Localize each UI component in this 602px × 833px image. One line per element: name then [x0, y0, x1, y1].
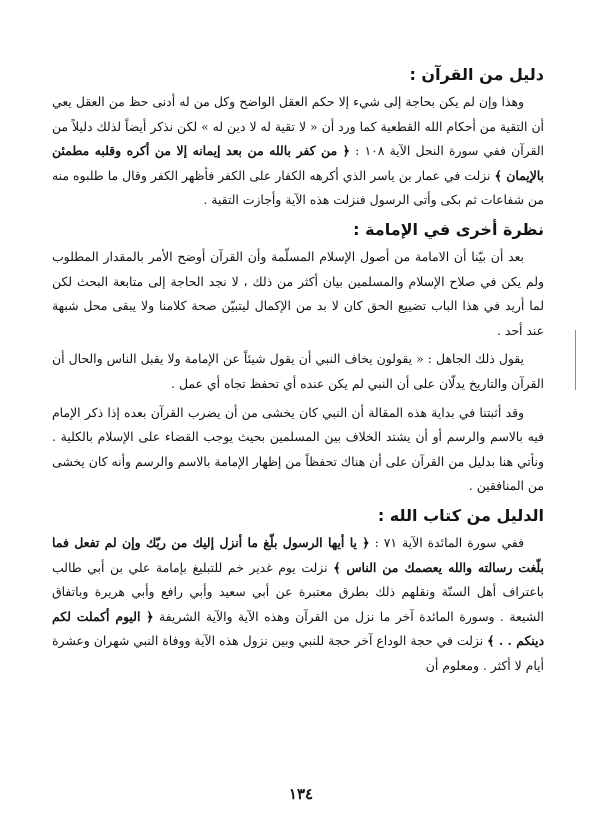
paragraph: [52, 347, 544, 396]
text-run: نزلت يوم غدير خم للتبليغ بإمامة علي بن أبي طالب باعتراف أهل السنّة ونقلهم ذلك بطرق معتبرة عن أبي سعيد وأبي رافع وأبي هريرة وباتفاق الشيعة . وسورة المائدة آخر ما نزل من القرآن وهذه الآية والآية الشريفة: [52, 559, 544, 624]
quran-verse: ﴿ اليوم أكملت لكم دينكم . . ﴾: [52, 608, 544, 649]
quran-verse: ﴿ يا أيها الرسول بلّغ ما أنزل إليك من ربّك وإن لم تفعل فما بلّغت رسالته والله يعصمك من الناس ﴾: [52, 534, 544, 575]
margin-mark: [575, 330, 576, 390]
text-run: نزلت في حجة الوداع آخر حجة للنبي وبين نزول هذه الآية ووفاة النبي شهران وعشرة أيام لا أكثر . ومعلوم أن: [52, 633, 544, 673]
section-heading: دليل من القرآن :: [409, 65, 544, 84]
quran-verse: ﴿ من كفر بالله من بعد إيمانه إلا من أكره وقلبه مطمئن بالإيمان ﴾: [52, 143, 544, 183]
text-run: وقد أثبتنا في بداية هذه المقالة أن النبي كان يخشى من أن يضرب القرآن بعده إذا ذكر الإمام فيه بالاسم والرسم أو أن يشتد الخلاف بين المسلمين بحيث يوجب القضاء على الإسلام بالكلية . ونأتي هنا بدليل من القرآن على أن هناك تحفظاً من إظهار الإمامة بالاسم والرسم وأنه كان يخشى من المنافقين .: [52, 404, 544, 494]
page-number: ١٣٤: [288, 785, 314, 803]
page-content: [52, 62, 544, 678]
text-run: يقول ذلك الجاهل : « يقولون يخاف النبي أن يقول شيئاً عن الإمامة ولا يقبل الناس والحال أن القرآن والتاريخ يدلّان على أن النبي لم يكن عنده أي تحفظ تجاه أي عمل .: [52, 351, 544, 391]
paragraph: [52, 531, 544, 679]
text-run: ففي سورة المائدة الآية ٧١ :: [369, 534, 524, 550]
text-run: وهذا وإن لم يكن بحاجة إلى شيء إلا حكم العقل الواضح وكل من له أدنى حظ من العقل يعي أن التقية من أحكام الله القطعية كما ورد أن « لا تقية له لا دين له » لكن نذكر أيضاً لذلك دليلاً من القرآن ففي سورة النحل الآية ١٠٨ :: [52, 94, 544, 159]
text-run: بعد أن بيّنا أن الامامة من أصول الإسلام المسلّمة وأن القرآن أوضح الأمر بالمقدار المطلوب ولم يكن في صلاح الإسلام والمسلمين بيان أكثر من ذلك ، لا نجد الحاجة إلى متابعة البحث لكن لما أريد في هذا الباب تضييع الحق كان لا بد من الإكمال ليتبيّن صحة كلامنا ولا يبقى محل شبهة عند أحد .: [52, 248, 544, 338]
text-run: نزلت في عمار بن ياسر الذي أكرهه الكفار على الكفر فأظهر الكفر وقال ما طلبوه منه من شفاعات ثم بكى وأتى الرسول فنزلت هذه الآية وأجازت التقية .: [52, 167, 544, 208]
paragraph: [52, 245, 544, 343]
paragraph: [52, 90, 544, 213]
section-heading: نظرة أخرى في الإمامة :: [353, 219, 544, 239]
paragraph: [52, 401, 544, 499]
section-heading: الدليل من كتاب الله :: [377, 505, 544, 525]
